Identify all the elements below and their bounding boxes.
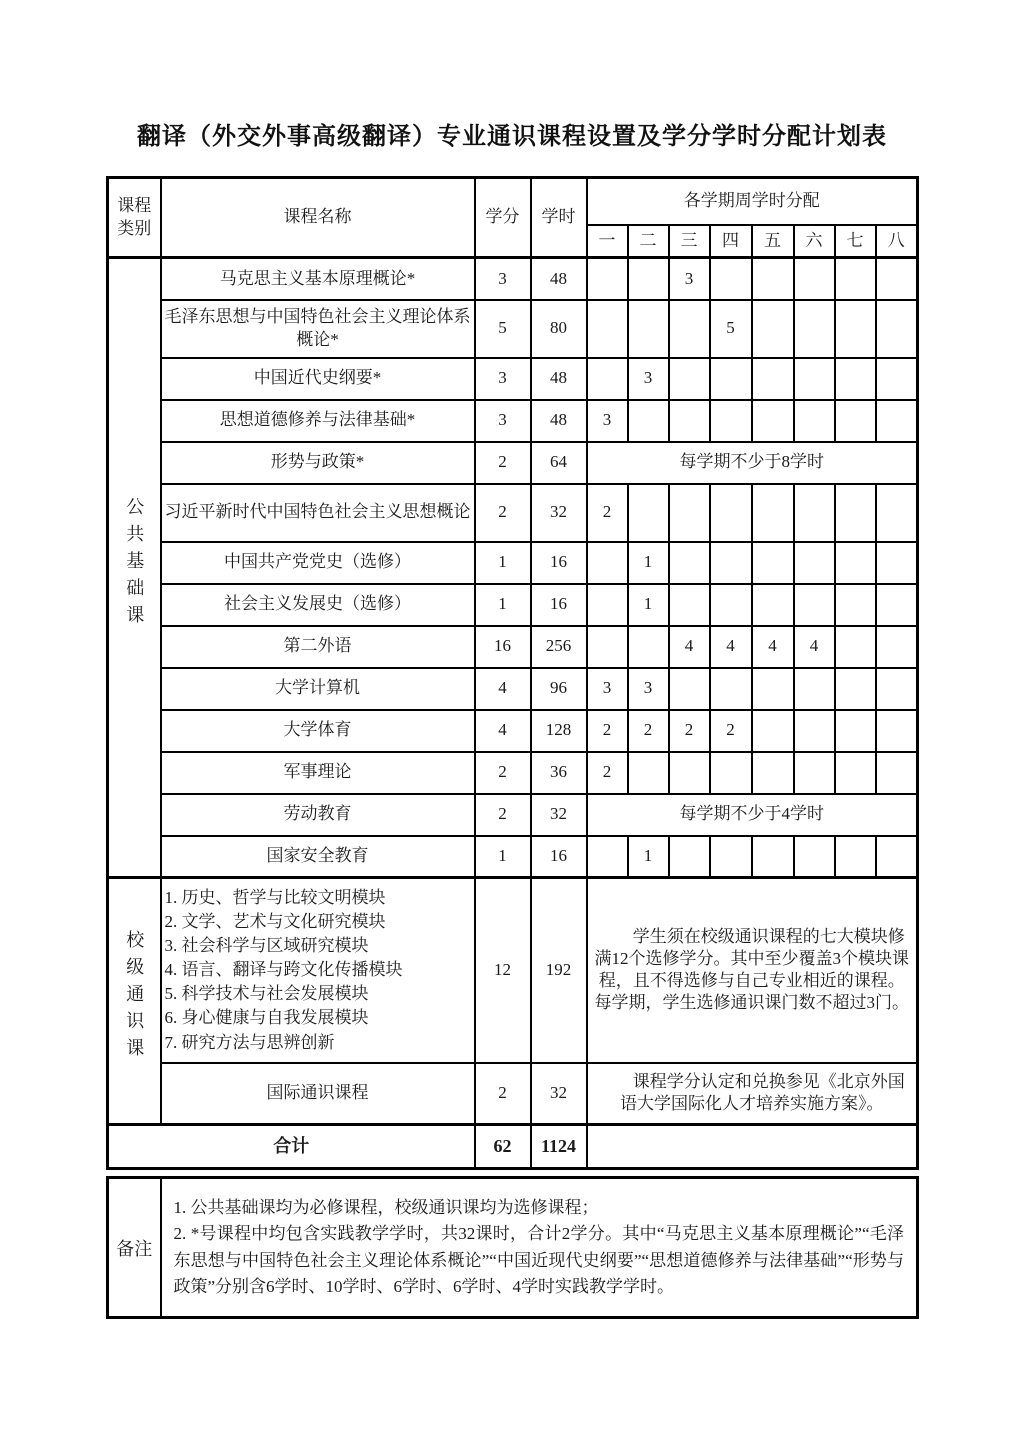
sem-cell [876,542,918,584]
remark-line: 2. *号课程中均包含实践教学学时，共32课时，合计2学分。其中“马克思主义基本原理概论”“毛泽东思想与中国特色社会主义理论体系概论”“中国近现代史纲要”“思想道德修养与法律基础”“形势与政策”分别含6学时、10学时、6学时、6学时、4学时实践教学学时。 [173,1224,904,1296]
sem-cell [876,300,918,358]
hours-cell: 48 [531,358,587,400]
module-item: 5. 科学技术与社会发展模块 [164,984,369,1004]
remarks-label-cell: 备注 [108,1178,161,1318]
course-row [108,484,918,542]
sem-cell [835,668,876,710]
course-name-cell: 国家安全教育 [161,836,475,878]
course-name-cell: 大学计算机 [161,668,475,710]
header-hours-cell: 学时 [531,178,587,258]
course-name-cell: 军事理论 [161,752,475,794]
total-credit-cell: 62 [475,1125,531,1169]
header-sem-4: 四 [710,225,752,258]
sem-cell [669,836,710,878]
header-sem-1: 一 [587,225,628,258]
sem-cell [876,836,918,878]
page-title: 翻译（外交外事高级翻译）专业通识课程设置及学分学时分配计划表 [137,124,887,150]
sem-cell [794,752,835,794]
credit-cell: 2 [475,1063,531,1125]
credit-cell: 2 [475,752,531,794]
course-row [108,752,918,794]
sem-cell: 3 [587,668,628,710]
course-name-cell: 劳动教育 [161,794,475,836]
credit-cell: 4 [475,710,531,752]
sem-cell [876,258,918,300]
sem-cell [669,400,710,442]
sem-cell: 5 [710,300,752,358]
sem-cell [710,668,752,710]
course-row [108,400,918,442]
credit-cell: 2 [475,794,531,836]
total-row [108,1125,918,1169]
credit-cell: 2 [475,484,531,542]
sem-cell: 2 [710,710,752,752]
header-sem-5: 五 [752,225,794,258]
hours-cell: 80 [531,300,587,358]
credit-cell: 4 [475,668,531,710]
course-row [108,1063,918,1125]
sem-cell: 3 [669,258,710,300]
sem-cell [628,258,669,300]
sem-cell [628,400,669,442]
sem-cell [710,542,752,584]
sem-cell: 4 [669,626,710,668]
sem-cell: 3 [628,358,669,400]
header-name-cell: 课程名称 [161,178,475,258]
course-name-cell: 习近平新时代中国特色社会主义思想概论 [161,484,475,542]
course-name-cell: 毛泽东思想与中国特色社会主义理论体系概论* [161,300,475,358]
hours-cell: 32 [531,1063,587,1125]
sem-cell [587,836,628,878]
sem-cell [752,358,794,400]
sem-cell [587,626,628,668]
course-row [108,668,918,710]
module-item: 2. 文学、艺术与文化研究模块 [164,911,386,931]
hours-cell: 16 [531,584,587,626]
module-item: 1. 历史、哲学与比较文明模块 [164,887,386,907]
sem-cell [835,710,876,752]
sem-cell [710,258,752,300]
sem-cell [794,258,835,300]
header-sem-2: 二 [628,225,669,258]
header-sem-group-cell: 各学期周学时分配 [587,178,918,225]
sem-cell [876,710,918,752]
header-sem-3: 三 [669,225,710,258]
sem-cell [752,258,794,300]
credit-cell: 5 [475,300,531,358]
sem-cell [628,752,669,794]
sem-cell [876,626,918,668]
sem-cell [752,400,794,442]
header-credit-cell: 学分 [475,178,531,258]
sem-cell [794,542,835,584]
sem-span-note-cell: 每学期不少于8学时 [587,442,918,484]
sem-cell [794,836,835,878]
category-label: 公共基础课 [124,496,145,632]
sem-cell [710,484,752,542]
sem-cell: 2 [587,484,628,542]
sem-cell [835,300,876,358]
hours-cell: 32 [531,484,587,542]
course-row [108,542,918,584]
sem-cell [835,484,876,542]
sem-cell [628,626,669,668]
course-row [108,300,918,358]
hours-cell: 16 [531,836,587,878]
sem-cell: 2 [669,710,710,752]
module-item: 6. 身心健康与自我发展模块 [164,1008,369,1028]
module-item: 7. 研究方法与思辨创新 [164,1032,335,1052]
credit-cell: 1 [475,584,531,626]
sem-cell: 4 [752,626,794,668]
hours-cell: 128 [531,710,587,752]
sem-cell [876,668,918,710]
category-cell-general-education [108,878,161,1125]
sem-cell [587,300,628,358]
sem-cell [710,358,752,400]
sem-cell: 1 [628,542,669,584]
sem-cell [710,752,752,794]
header-sem-8: 八 [876,225,918,258]
sem-cell [835,836,876,878]
sem-cell [669,358,710,400]
sem-span-note-cell: 学生须在校级通识课程的七大模块修满12个选修学分。其中至少覆盖3个模块课程，且不得选修与自己专业相近的课程。每学期，学生选修通识课门数不超过3门。 [587,878,918,1063]
course-row [108,442,918,484]
sem-cell [587,542,628,584]
credit-cell: 12 [475,878,531,1063]
sem-cell [876,752,918,794]
category-cell-public-basic [108,258,161,878]
header-category-cell: 课程类别 [108,178,161,258]
sem-cell [876,584,918,626]
sem-cell [710,400,752,442]
sem-cell: 2 [587,752,628,794]
total-empty-cell [587,1125,918,1169]
sem-cell [752,542,794,584]
sem-cell [835,626,876,668]
credit-cell: 1 [475,542,531,584]
sem-cell [752,484,794,542]
total-label-cell: 合计 [108,1125,475,1169]
course-name-cell: 中国近代史纲要* [161,358,475,400]
header-sem-7: 七 [835,225,876,258]
sem-cell [669,484,710,542]
course-row [108,626,918,668]
course-name-cell: 马克思主义基本原理概论* [161,258,475,300]
hours-cell: 64 [531,442,587,484]
sem-cell [794,484,835,542]
sem-cell [794,358,835,400]
sem-cell [835,258,876,300]
sem-cell: 3 [587,400,628,442]
hours-cell: 256 [531,626,587,668]
course-name-cell: 国际通识课程 [161,1063,475,1125]
course-name-cell: 形势与政策* [161,442,475,484]
sem-cell [587,584,628,626]
credit-cell: 1 [475,836,531,878]
sem-cell [752,300,794,358]
sem-cell [835,400,876,442]
sem-cell [628,300,669,358]
credit-cell: 2 [475,442,531,484]
curriculum-table [106,176,919,1170]
course-name-cell: 大学体育 [161,710,475,752]
credit-cell: 3 [475,400,531,442]
sem-cell [794,668,835,710]
sem-cell [587,258,628,300]
course-name-cell: 中国共产党党史（选修） [161,542,475,584]
sem-cell [710,584,752,626]
module-item: 3. 社会科学与区域研究模块 [164,936,369,956]
module-item: 4. 语言、翻译与跨文化传播模块 [164,960,403,980]
hours-cell: 48 [531,400,587,442]
sem-cell [835,358,876,400]
sem-cell [794,584,835,626]
sem-cell: 1 [628,584,669,626]
course-row [108,710,918,752]
sem-cell [835,584,876,626]
remarks-text-cell [161,1178,918,1318]
hours-cell: 16 [531,542,587,584]
sem-cell [794,400,835,442]
sem-span-note-cell: 课程学分认定和兑换参见《北京外国语大学国际化人才培养实施方案》。 [587,1063,918,1125]
course-row [108,584,918,626]
hours-cell: 96 [531,668,587,710]
course-name-cell: 思想道德修养与法律基础* [161,400,475,442]
module-list-cell [161,878,475,1063]
course-row [108,358,918,400]
hours-cell: 48 [531,258,587,300]
sem-cell [876,484,918,542]
sem-cell [752,836,794,878]
sem-cell [752,752,794,794]
sem-cell: 4 [794,626,835,668]
sem-cell [669,300,710,358]
course-name-cell: 社会主义发展史（选修） [161,584,475,626]
course-row [108,794,918,836]
sem-cell [752,710,794,752]
sem-cell [752,584,794,626]
credit-cell: 3 [475,358,531,400]
category-label: 校级通识课 [124,930,145,1066]
course-row [108,878,918,1063]
sem-cell [835,752,876,794]
sem-cell: 3 [628,668,669,710]
sem-cell: 1 [628,836,669,878]
sem-cell [628,484,669,542]
remarks-table [106,1176,919,1319]
sem-cell [876,358,918,400]
total-hours-cell: 1124 [531,1125,587,1169]
header-sem-6: 六 [794,225,835,258]
credit-cell: 16 [475,626,531,668]
remark-line: 1. 公共基础课均为必修课程，校级通识课均为选修课程； [173,1197,599,1217]
sem-cell [710,836,752,878]
sem-cell [835,542,876,584]
sem-cell: 2 [587,710,628,752]
course-name-cell: 第二外语 [161,626,475,668]
sem-cell: 2 [628,710,669,752]
sem-span-note-cell: 每学期不少于4学时 [587,794,918,836]
sem-cell [669,584,710,626]
credit-cell: 3 [475,258,531,300]
sem-cell: 4 [710,626,752,668]
sem-cell [669,668,710,710]
sem-cell [587,358,628,400]
hours-cell: 36 [531,752,587,794]
sem-cell [752,668,794,710]
sem-cell [669,542,710,584]
sem-cell [876,400,918,442]
sem-cell [794,710,835,752]
sem-cell [794,300,835,358]
hours-cell: 32 [531,794,587,836]
course-row [108,258,918,300]
hours-cell: 192 [531,878,587,1063]
course-row [108,836,918,878]
sem-cell [669,752,710,794]
